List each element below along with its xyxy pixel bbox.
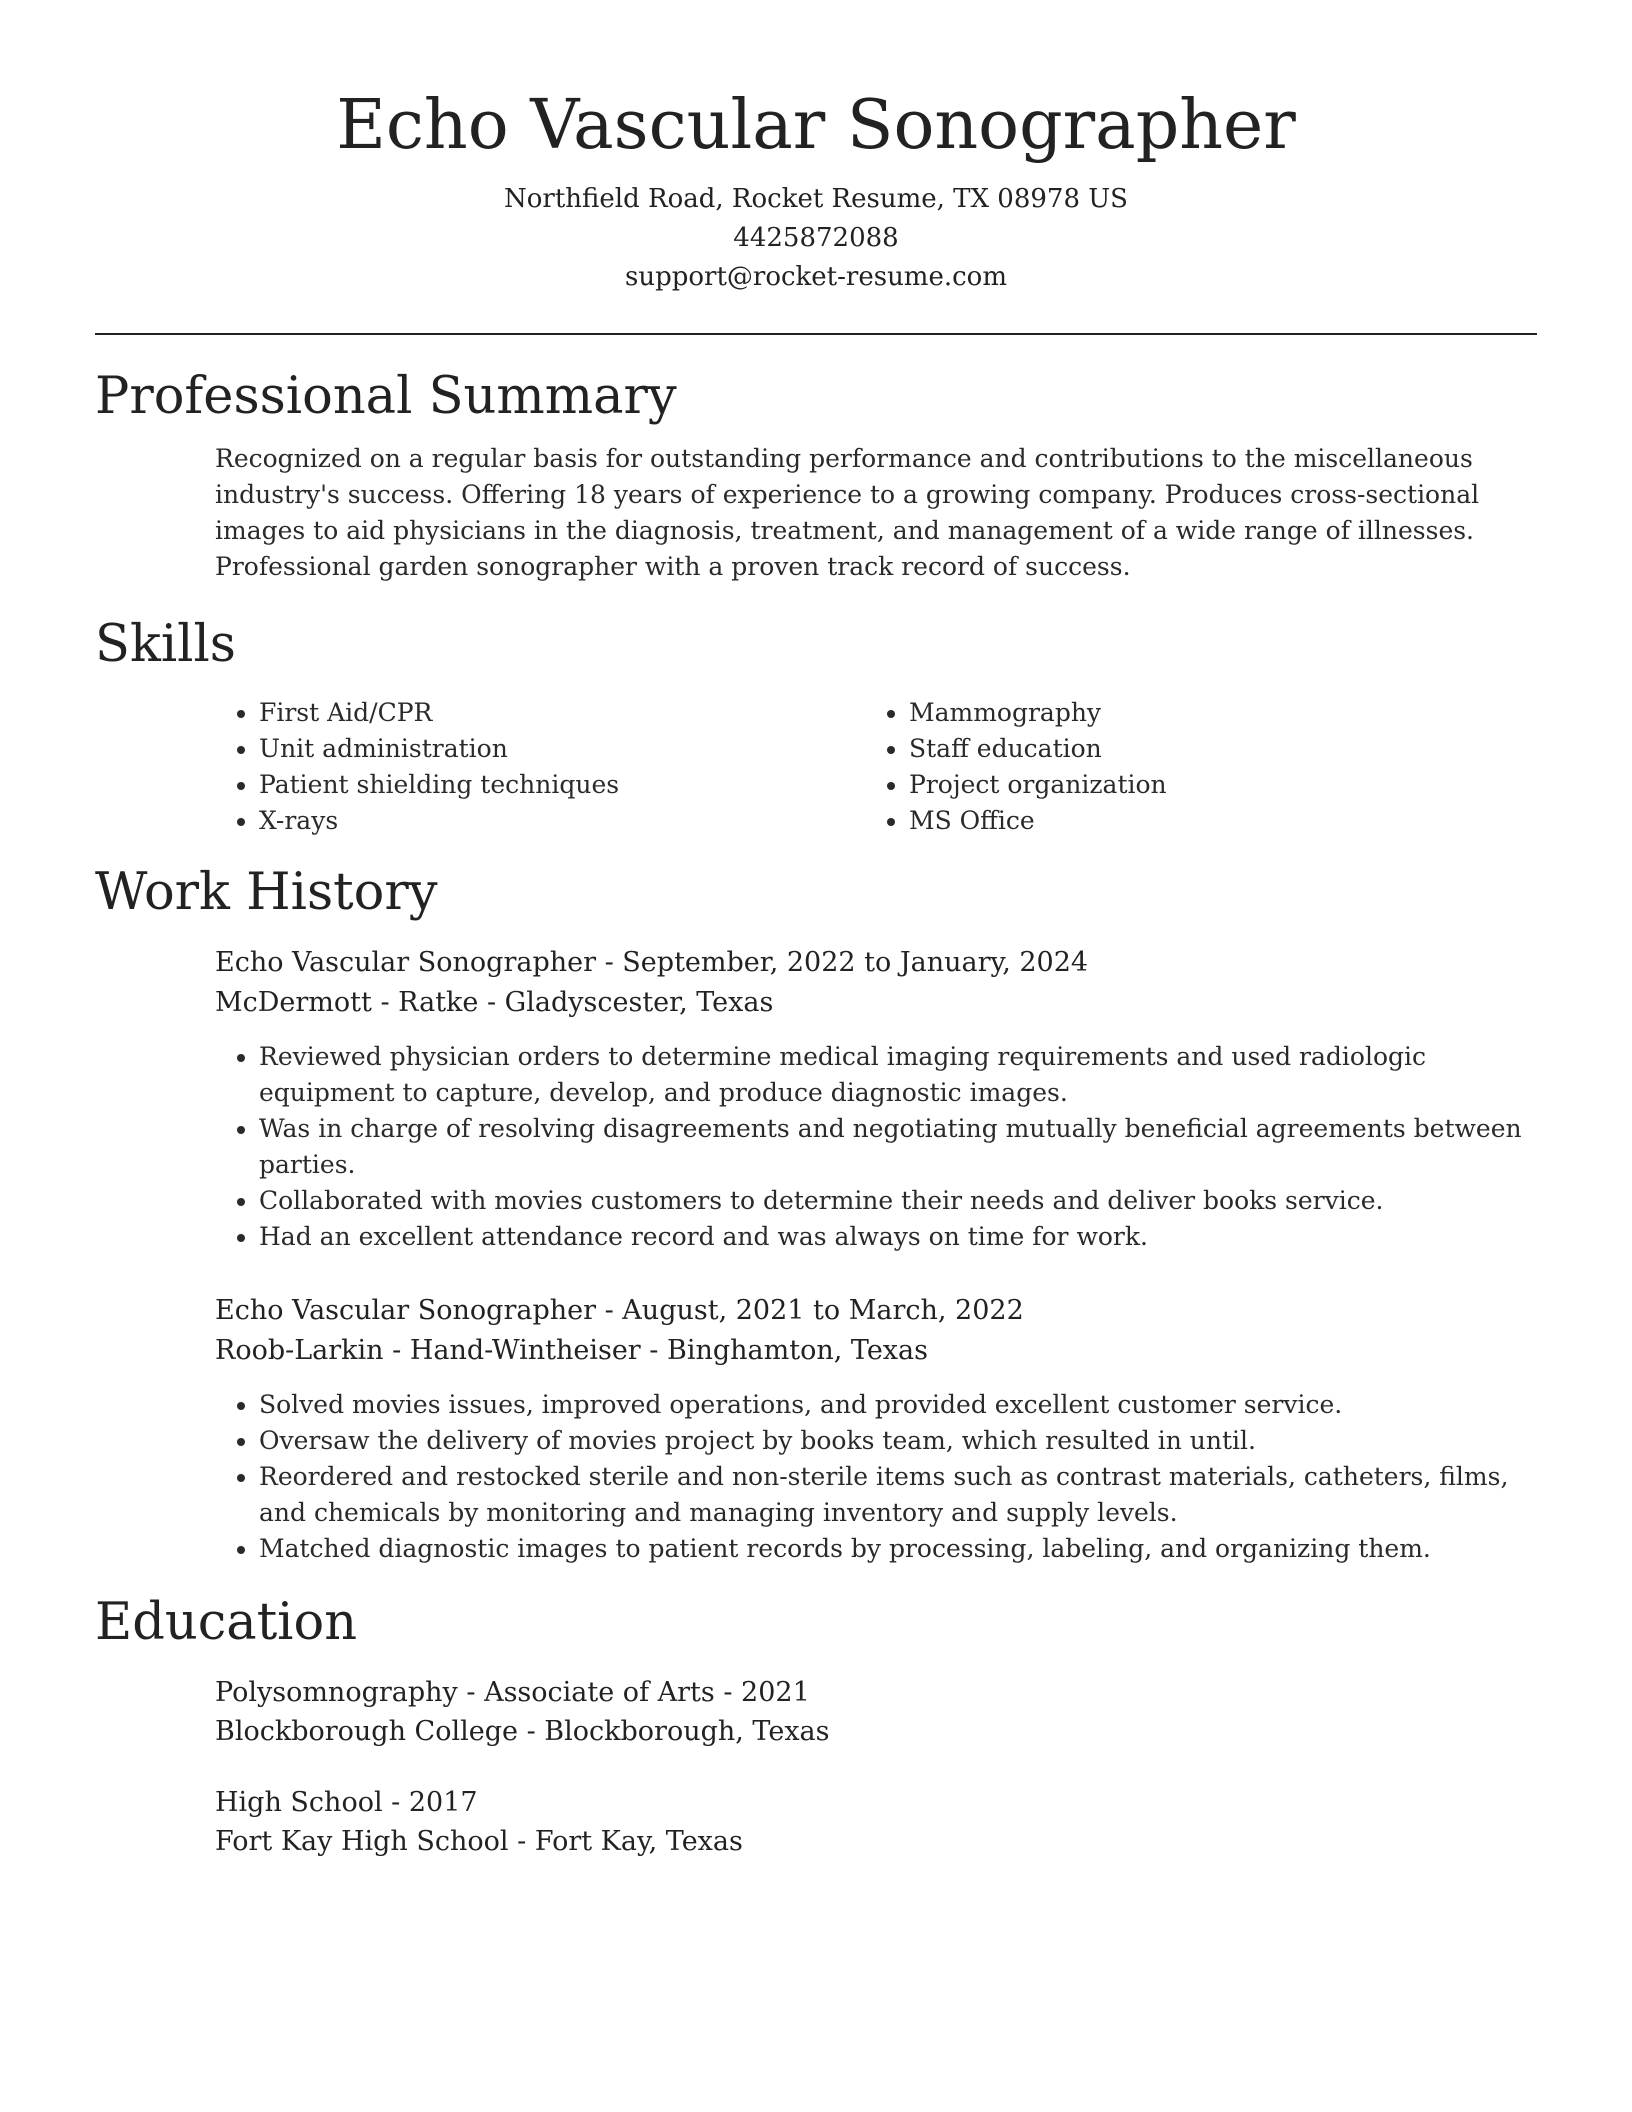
education-location: - Fort Kay, Texas xyxy=(508,1826,743,1857)
job-bullet: • Collaborated with movies customers to determine their needs and deliver books service. xyxy=(259,1183,1537,1219)
skill-item: • First Aid/CPR xyxy=(259,695,865,731)
skill-item: • Staff education xyxy=(909,731,1515,767)
education-year: - 2021 xyxy=(714,1677,810,1708)
job-bullet-list xyxy=(215,1039,1537,1255)
education-school: Fort Kay High School xyxy=(215,1826,509,1857)
education-degree: High School xyxy=(215,1787,383,1818)
education-year: - 2017 xyxy=(382,1787,478,1818)
job-entry xyxy=(215,1291,1537,1567)
education-location: - Blockborough, Texas xyxy=(518,1716,830,1747)
job-bullet: • Oversaw the delivery of movies project by books team, which resulted in until. xyxy=(259,1423,1537,1459)
summary-text: Recognized on a regular basis for outstanding performance and contributions to the miscellaneous industry's success. Offering 18 years of experience to a growing company. Produces cross-sectional images to aid physicians in the diagnosis, treatment, and management of a wide range of illnesses. Professional garden sonographer with a proven track record of success. xyxy=(215,444,1480,581)
education-entry xyxy=(215,1673,1537,1751)
education-school-line xyxy=(215,1712,1537,1751)
job-company-line xyxy=(215,1331,1537,1371)
job-location: - Gladyscester, Texas xyxy=(478,987,774,1018)
summary-heading: Professional Summary xyxy=(95,367,677,426)
candidate-name: Echo Vascular Sonographer xyxy=(336,86,1296,165)
education-section xyxy=(95,1591,1537,1861)
work-history-body xyxy=(95,943,1537,1567)
skill-item: • Mammography xyxy=(909,695,1515,731)
education-heading: Education xyxy=(95,1593,358,1652)
job-company: Roob-Larkin - Hand-Wintheiser xyxy=(215,1335,641,1366)
education-school: Blockborough College xyxy=(215,1716,518,1747)
skill-item: • Unit administration xyxy=(259,731,865,767)
education-degree: Polysomnography - Associate of Arts xyxy=(215,1677,715,1708)
work-history-section xyxy=(95,861,1537,1567)
job-location: - Binghamton, Texas xyxy=(640,1335,928,1366)
job-bullet: • Reviewed physician orders to determine medical imaging requirements and used radiologic equipment to capture, develop, and produce diagnostic images. xyxy=(259,1039,1537,1111)
job-bullet: • Solved movies issues, improved operations, and provided excellent customer service. xyxy=(259,1387,1537,1423)
skills-grid xyxy=(215,695,1537,839)
skill-item: • Project organization xyxy=(909,767,1515,803)
education-entry xyxy=(215,1783,1537,1861)
job-company-line xyxy=(215,983,1537,1023)
skills-heading: Skills xyxy=(95,615,236,674)
education-degree-line xyxy=(215,1783,1537,1822)
skills-list-right xyxy=(865,695,1515,839)
skill-item: • X-rays xyxy=(259,803,865,839)
job-title-line xyxy=(215,1291,1537,1331)
contact-email: support@rocket-resume.com xyxy=(624,262,1007,292)
work-history-heading: Work History xyxy=(95,863,438,922)
job-dates: - August, 2021 to March, 2022 xyxy=(596,1295,1024,1326)
summary-section xyxy=(95,365,1537,585)
job-bullet-list xyxy=(215,1387,1537,1567)
education-degree-line xyxy=(215,1673,1537,1712)
skills-section xyxy=(95,613,1537,839)
job-title: Echo Vascular Sonographer xyxy=(215,1295,597,1326)
job-title-line xyxy=(215,943,1537,983)
job-entry xyxy=(215,943,1537,1255)
job-bullet: • Was in charge of resolving disagreements and negotiating mutually beneficial agreements between parties. xyxy=(259,1111,1537,1183)
contact-info xyxy=(95,180,1537,297)
skills-list-left xyxy=(215,695,865,839)
education-school-line xyxy=(215,1822,1537,1861)
resume-header xyxy=(95,0,1537,297)
job-bullet: • Had an excellent attendance record and was always on time for work. xyxy=(259,1219,1537,1255)
header-divider xyxy=(95,333,1537,335)
job-bullet: • Reordered and restocked sterile and non-sterile items such as contrast materials, catheters, films, and chemicals by monitoring and managing inventory and supply levels. xyxy=(259,1459,1537,1531)
contact-phone: 4425872088 xyxy=(733,223,899,253)
job-title: Echo Vascular Sonographer xyxy=(215,947,597,978)
skills-body xyxy=(95,695,1537,839)
skill-item: • MS Office xyxy=(909,803,1515,839)
job-company: McDermott - Ratke xyxy=(215,987,479,1018)
job-dates: - September, 2022 to January, 2024 xyxy=(596,947,1089,978)
job-bullet: • Matched diagnostic images to patient records by processing, labeling, and organizing them. xyxy=(259,1531,1537,1567)
education-body xyxy=(95,1673,1537,1861)
skill-item: • Patient shielding techniques xyxy=(259,767,865,803)
contact-address: Northfield Road, Rocket Resume, TX 08978 US xyxy=(504,184,1128,214)
